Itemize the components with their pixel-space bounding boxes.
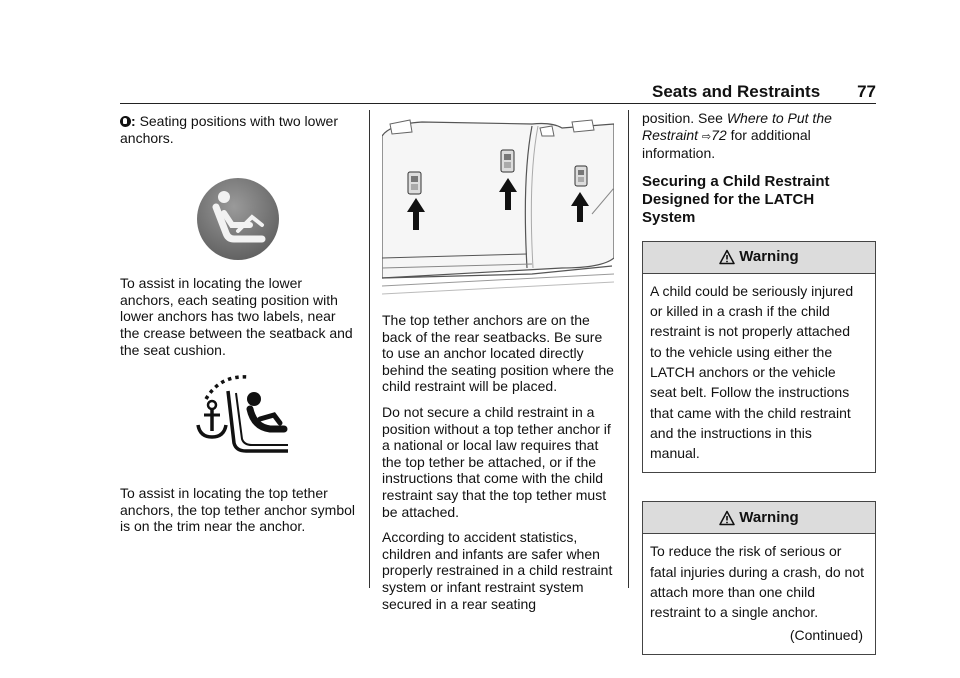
column-divider-2 <box>628 110 629 588</box>
cross-reference-link[interactable]: Where to Put the Restraint <box>642 110 832 143</box>
lower-anchors-paragraph: To assist in locating the lower anchors, each seating position with lower anchors has two labels, near the crease between the seatback and the seat cushion. <box>120 275 353 358</box>
warning-title-2: Warning <box>739 508 799 526</box>
warning-body-2 <box>643 534 875 653</box>
warning-text-2: To reduce the risk of serious or fatal injuries during a crash, do not attach more than one child restraint to a single anchor. <box>650 543 865 621</box>
warning-body-1: A child could be seriously injured or killed in a crash if the child restraint is not properly attached to the vehicle using either the LATCH anchors or the vehicle seat belt. Follow the instructions that came with the child restraint and the instructions in this manual. <box>650 282 854 462</box>
lower-anchor-symbol-icon <box>120 116 131 127</box>
warning-header-2 <box>643 502 875 534</box>
column-3 <box>642 110 876 655</box>
warning-triangle-icon <box>719 510 735 526</box>
column-2 <box>382 312 614 621</box>
column-1 <box>120 113 356 544</box>
page-arrow-icon: ⇨ <box>701 130 712 143</box>
header-rule <box>120 103 876 104</box>
warning-header-1 <box>643 242 875 274</box>
tether-location-paragraph: The top tether anchors are on the back of the rear seatbacks. Be sure to use an anchor located directly behind the seating position where the child restraint will be placed. <box>382 312 614 395</box>
intro-paragraph <box>120 113 356 146</box>
rear-seatback-tether-anchors-icon <box>382 118 614 302</box>
intro-text: Seating positions with two lower anchors. <box>120 113 338 146</box>
page-number: 77 <box>857 82 876 101</box>
warning-title-1: Warning <box>739 247 799 265</box>
warning-box-1 <box>642 241 876 474</box>
continued-paragraph: position. See Where to Put the Restraint ⇨72 for additional information. <box>642 110 832 162</box>
intro-colon: : <box>131 113 136 129</box>
cross-reference-page[interactable]: 72 <box>711 126 727 143</box>
section-heading: Securing a Child Restraint Designed for the LATCH System <box>642 172 830 226</box>
top-tether-paragraph: To assist in locating the top tether anchors, the top tether anchor symbol is on the trim near the anchor. <box>120 485 356 535</box>
warning-box-2 <box>642 501 876 654</box>
header-title: Seats and Restraints <box>652 82 821 101</box>
accident-statistics-paragraph: According to accident statistics, children and infants are safer when properly restrained in a child restraint system or infant restraint system secured in a rear seating <box>382 529 613 612</box>
column-divider-1 <box>369 110 370 588</box>
top-tether-anchor-symbol-icon <box>120 367 356 485</box>
continued-label: (Continued) <box>789 626 863 643</box>
warning-triangle-icon <box>719 249 735 265</box>
tether-law-paragraph: Do not secure a child restraint in a position without a top tether anchor if a national or local law requires that the top tether be attached, or if the instructions that come with the child restraint say that the top tether must be attached. <box>382 403 611 520</box>
lower-anchor-label-icon <box>120 155 356 275</box>
